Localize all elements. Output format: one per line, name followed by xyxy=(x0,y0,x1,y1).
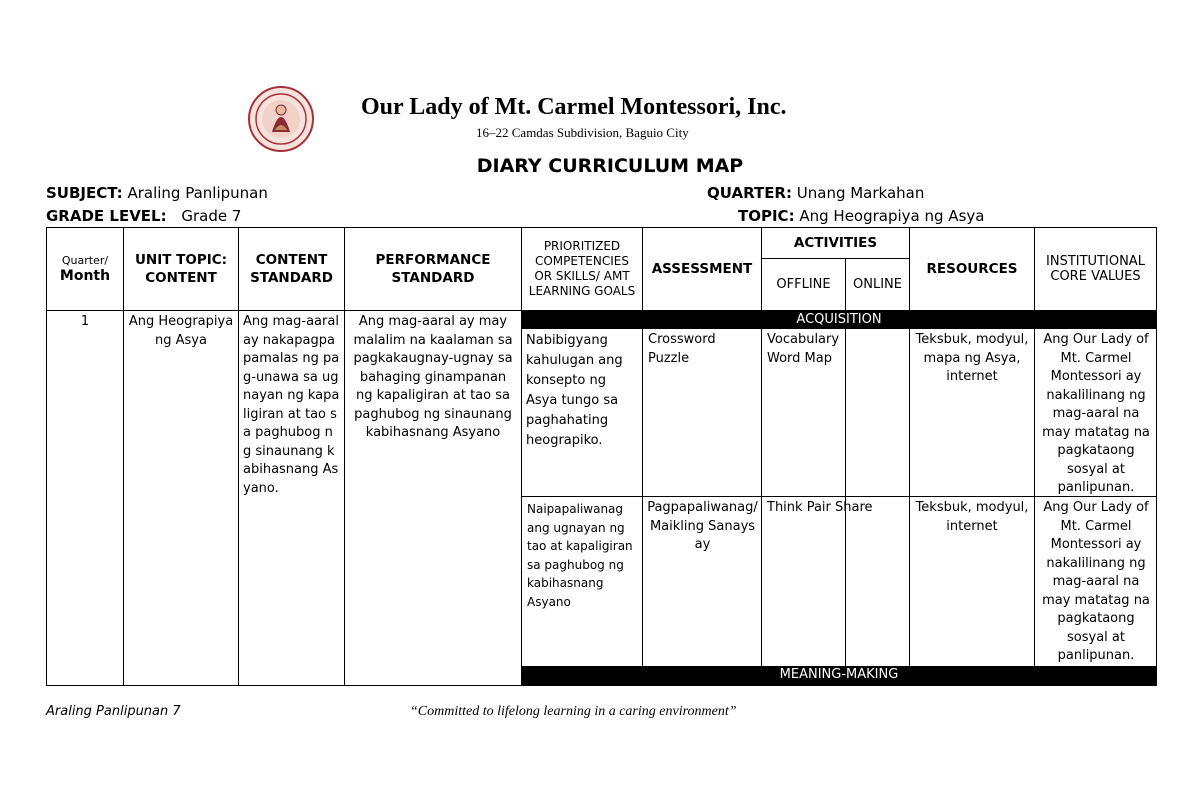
cell-performance-standard: Ang mag-aaral ay may malalim na kaalaman sa pagkakaugnay-ugnay sa bahaging ginampanan ng kapaligiran at tao sa paghubog ng sinaunang kabihasnang Asyano xyxy=(353,314,513,440)
footer-motto: “Committed to lifelong learning in a caring environment” xyxy=(410,704,737,719)
col-performance-standard: PERFORMANCE STANDARD xyxy=(375,252,491,286)
cell-offline-1: Vocabulary Word Map xyxy=(767,332,840,366)
cell-online-2 xyxy=(848,499,908,663)
col-activities: ACTIVITIES xyxy=(793,235,878,251)
cell-content-standard: Ang mag-aaral ay nakapagpapamalas ng pag-unawa sa ugnayan ng kapaligiran at tao sa paghubog ng sinaunang kabihasnang Asyano. xyxy=(243,314,340,496)
col-online: ONLINE xyxy=(853,277,902,292)
cell-resources-1: Teksbuk, modyul, mapa ng Asya, internet xyxy=(915,332,1029,384)
col-quarter-month xyxy=(47,228,123,310)
school-name: Our Lady of Mt. Carmel Montessori, Inc. xyxy=(361,94,787,120)
cell-assessment-1: Crossword Puzzle xyxy=(648,332,716,366)
quarter-line xyxy=(707,184,924,202)
grade-value: Grade 7 xyxy=(181,207,242,225)
meaning-making-band: MEANING-MAKING xyxy=(522,666,1156,685)
topic-label: TOPIC: xyxy=(738,207,795,225)
cell-quarter: 1 xyxy=(80,314,90,329)
footer-subject: Araling Panlipunan 7 xyxy=(46,704,181,719)
col-competencies: PRIORITIZED COMPETENCIES OR SKILLS/ AMT LEARNING GOALS xyxy=(528,239,636,298)
grade-label: GRADE LEVEL: xyxy=(46,207,167,225)
topic-value: Ang Heograpiya ng Asya xyxy=(799,207,985,225)
cell-assessment-2: Pagpapaliwanag/ Maikling Sanaysay xyxy=(647,500,758,552)
cell-resources-2: Teksbuk, modyul, internet xyxy=(915,500,1029,534)
cell-competency-2: Naipapaliwanag ang ugnayan ng tao at kapaligiran sa paghubog ng kabihasnang Asyano xyxy=(527,502,633,609)
quarter-value: Unang Markahan xyxy=(796,184,925,202)
col-offline: OFFLINE xyxy=(776,277,831,292)
quarter-label: QUARTER: xyxy=(707,184,792,202)
cell-offline-2: Think Pair Share xyxy=(767,500,873,515)
grade-line xyxy=(46,207,241,225)
document-title: DIARY CURRICULUM MAP xyxy=(476,155,744,177)
subject-label: SUBJECT: xyxy=(46,184,123,202)
col-content-standard: CONTENT STANDARD xyxy=(250,252,333,286)
cell-competency-1: Nabibigyang kahulugan ang konsepto ng Asya tungo sa paghahating heograpiko. xyxy=(526,333,623,448)
col-assessment: ASSESSMENT xyxy=(651,261,753,277)
col-month-label: Month xyxy=(59,267,111,284)
cell-core-values-1: Ang Our Lady of Mt. Carmel Montessori ay nakalilinang ng mag-aaral na may matatag na pagkataong sosyal at panlipunan. xyxy=(1042,332,1150,494)
col-quarter-label: Quarter/ xyxy=(61,253,109,267)
col-unit-topic: UNIT TOPIC: CONTENT xyxy=(134,252,228,286)
acquisition-band: ACQUISITION xyxy=(522,311,1156,329)
cell-online-1 xyxy=(848,331,908,494)
cell-core-values-2: Ang Our Lady of Mt. Carmel Montessori ay nakalilinang ng mag-aaral na may matatag na pagkataong sosyal at panlipunan. xyxy=(1042,500,1150,663)
topic-line xyxy=(738,207,984,225)
school-address: 16–22 Camdas Subdivision, Baguio City xyxy=(476,125,689,140)
subject-line xyxy=(46,184,268,202)
school-seal-icon xyxy=(248,86,314,152)
cell-unit-topic: Ang Heograpiya ng Asya xyxy=(128,314,234,348)
col-resources: RESOURCES xyxy=(926,261,1018,277)
col-core-values: INSTITUTIONAL CORE VALUES xyxy=(1046,254,1145,284)
subject-value: Araling Panlipunan xyxy=(127,184,268,202)
